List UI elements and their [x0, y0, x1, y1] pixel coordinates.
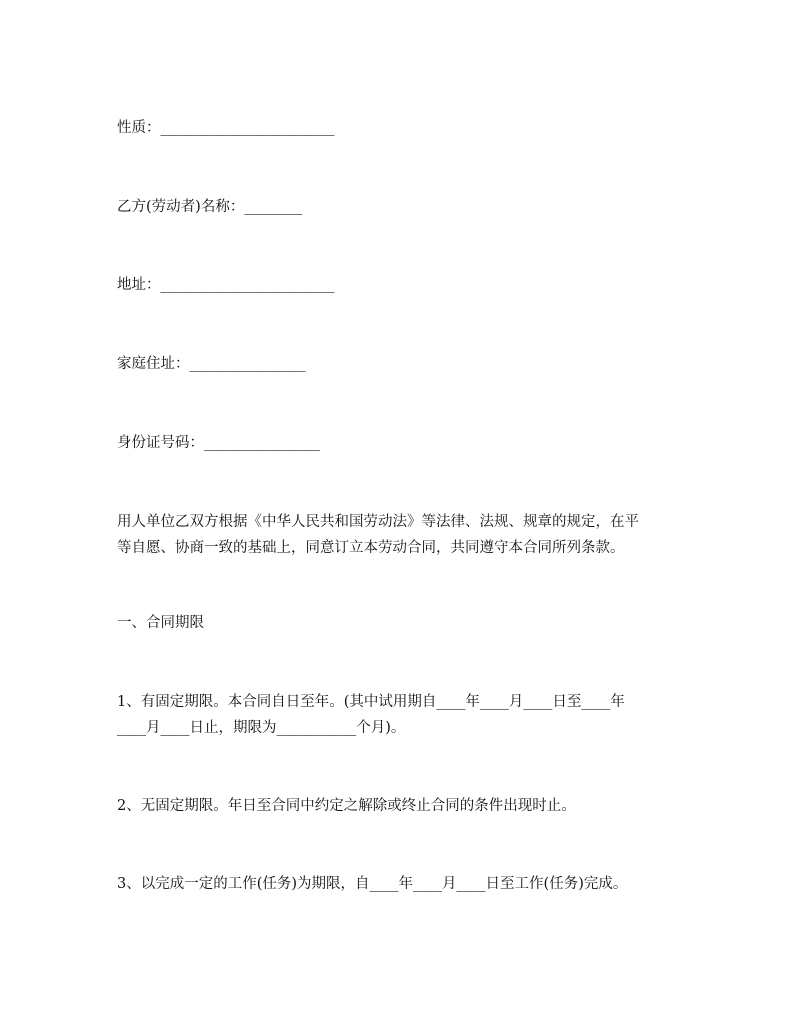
field-home-address: 家庭住址：________________ [117, 356, 306, 372]
field-id-number: 身份证号码：________________ [117, 435, 320, 451]
clause-2: 2、无固定期限。年日至合同中约定之解除或终止合同的条件出现时止。 [117, 798, 576, 814]
section-title-contract-term: 一、合同期限 [117, 615, 204, 631]
field-party-b-name: 乙方(劳动者)名称：________ [117, 199, 303, 215]
field-nature: 性质：________________________ [117, 120, 335, 136]
field-address: 地址：________________________ [117, 277, 335, 293]
clause-1-line-2: ____月____日止，期限为___________个月)。 [117, 720, 406, 736]
intro-paragraph-line-2: 等自愿、协商一致的基础上，同意订立本劳动合同，共同遵守本合同所列条款。 [117, 540, 625, 556]
intro-paragraph-line-1: 用人单位乙双方根据《中华人民共和国劳动法》等法律、法规、规章的规定，在平 [117, 514, 639, 530]
clause-3: 3、以完成一定的工作(任务)为期限，自____年____月____日至工作(任务)完成。 [117, 876, 628, 892]
clause-1-line-1: 1、有固定期限。本合同自日至年。(其中试用期自____年____月____日至____年 [117, 694, 625, 710]
